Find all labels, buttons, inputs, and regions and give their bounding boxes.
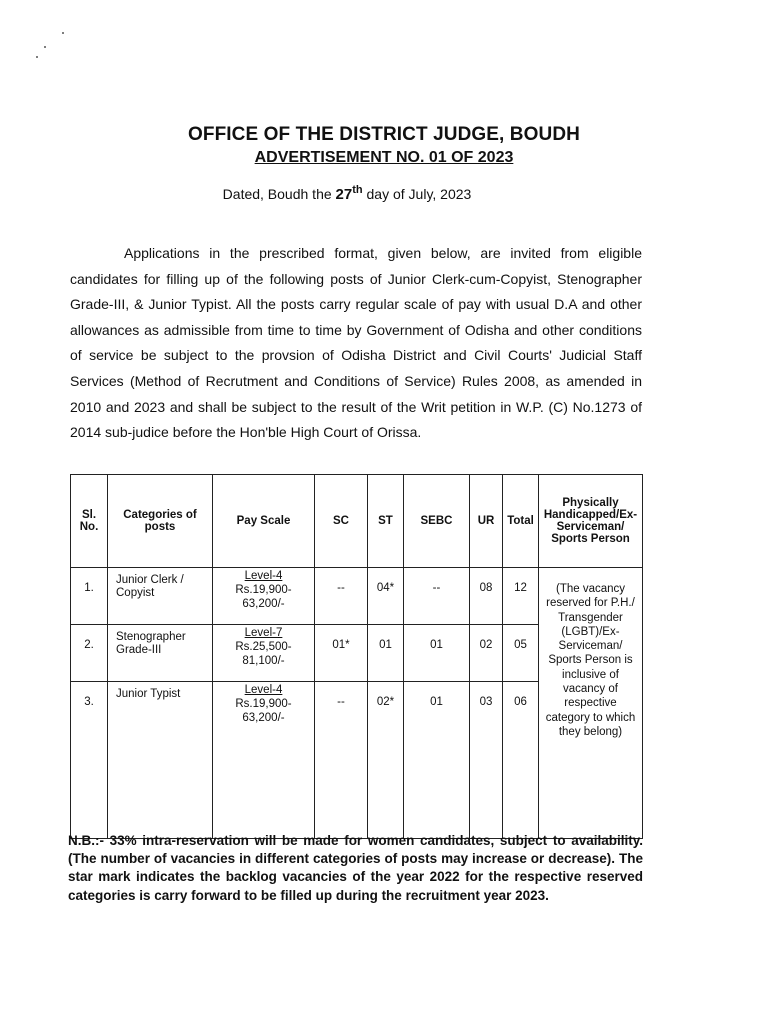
cell-ur: 03 [470, 682, 503, 839]
cell-sc: -- [315, 682, 368, 839]
nb-note: N.B.:- 33% intra-reservation will be made for women candidates, subject to availability. (The number of vacancies in different categories of posts may increase or decrease). The star mark indicates the backlog vacancies of the year 2022 for the respective reserved categories is carry forward to be filled up during the recruitment year 2023. [68, 833, 643, 903]
office-title: OFFICE OF THE DISTRICT JUDGE, BOUDH [188, 124, 580, 145]
header-total: Total [503, 475, 539, 568]
scan-speck [44, 46, 46, 48]
scan-speck [62, 32, 64, 34]
date-prefix: Dated, Boudh the [222, 186, 332, 202]
pay-range: Rs.19,900-63,200/- [235, 584, 292, 610]
cell-st: 02* [368, 682, 404, 839]
cell-sebc: 01 [404, 682, 470, 839]
cell-sl: 3. [71, 682, 108, 839]
cell-category: Junior Typist [108, 682, 213, 839]
cell-ur: 08 [470, 568, 503, 625]
date-ordinal: th [352, 184, 363, 196]
pay-level: Level-7 [244, 627, 283, 639]
pay-range: Rs.25,500-81,100/- [235, 641, 292, 667]
scan-speck [36, 56, 38, 58]
cell-sebc: -- [404, 568, 470, 625]
date-line [0, 184, 694, 203]
header-st: ST [368, 475, 404, 568]
cell-sc: 01* [315, 625, 368, 682]
header-pay-scale: Pay Scale [213, 475, 315, 568]
header-sebc: SEBC [404, 475, 470, 568]
cell-pay-scale [213, 625, 315, 682]
cell-pay-scale [213, 682, 315, 839]
cell-ph-note: (The vacancy reserved for P.H./ Transgender (LGBT)/Ex-Serviceman/ Sports Person is inclusive of vacancy of respective category to which they belong) [539, 568, 643, 839]
cell-sl: 2. [71, 625, 108, 682]
date-day: 27th [335, 184, 363, 203]
header-categories: Categories of posts [108, 475, 213, 568]
pay-level: Level-4 [244, 570, 283, 582]
invitation-paragraph: Applications in the prescribed format, given below, are invited from eligible candidates for filling up of the following posts of Junior Clerk-cum-Copyist, Stenographer Grade-III, & Junior Typist. All the posts carry regular scale of pay with usual D.A and other allowances as admissible from time to time by Government of Odisha and other conditions of service be subject to the provsion of Odisha District and Civil Courts' Judicial Staff Services (Method of Recrutment and Conditions of Service) Rules 2008, as amended in 2010 and 2023 and shall be subject to the result of the Writ petition in W.P. (C) No.1273 of 2014 sub-judice before the Hon'ble High Court of Orissa. [70, 245, 642, 441]
cell-pay-scale [213, 568, 315, 625]
cell-st: 01 [368, 625, 404, 682]
advertisement-number: ADVERTISEMENT NO. 01 OF 2023 [254, 149, 514, 166]
cell-total: 12 [503, 568, 539, 625]
vacancy-table [70, 474, 643, 839]
table-row [71, 568, 643, 625]
cell-category: Junior Clerk / Copyist [108, 568, 213, 625]
table-header-row [71, 475, 643, 568]
header-sl-no: Sl. No. [71, 475, 108, 568]
pay-level: Level-4 [244, 684, 283, 696]
cell-ur: 02 [470, 625, 503, 682]
header-sc: SC [315, 475, 368, 568]
cell-category: Stenographer Grade-III [108, 625, 213, 682]
cell-sl: 1. [71, 568, 108, 625]
cell-total: 05 [503, 625, 539, 682]
cell-sebc: 01 [404, 625, 470, 682]
header-ph: Physically Handicapped/Ex-Serviceman/ Sports Person [539, 475, 643, 568]
header-ur: UR [470, 475, 503, 568]
cell-sc: -- [315, 568, 368, 625]
cell-total: 06 [503, 682, 539, 839]
pay-range: Rs.19,900-63,200/- [235, 698, 292, 724]
date-suffix: day of July, 2023 [366, 186, 472, 202]
cell-st: 04* [368, 568, 404, 625]
